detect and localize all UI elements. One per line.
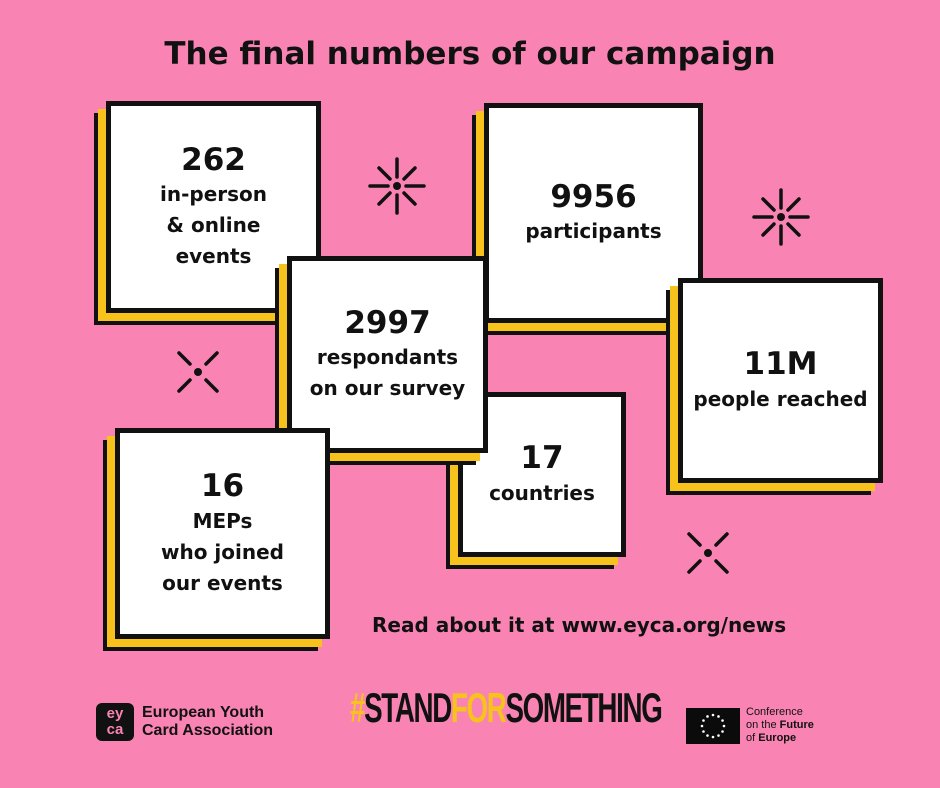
cofe-line1: Conference	[746, 706, 803, 718]
read-more-text: Read about it at www.eyca.org/news	[372, 613, 787, 637]
eyca-name-line2: Card Association	[142, 722, 273, 739]
stat-card-meps	[115, 428, 330, 639]
stat-label: participants	[525, 219, 662, 244]
stat-number: 262	[181, 141, 246, 178]
eu-star	[712, 735, 715, 738]
stand-logo-something: SOMETHING	[505, 684, 662, 731]
eyca-logo	[96, 703, 273, 741]
sparkle-icon	[750, 186, 812, 248]
cofe-line2-pre: on the	[746, 719, 780, 731]
stat-number: 16	[200, 468, 245, 505]
page-title: The final numbers of our campaign	[164, 36, 776, 72]
stat-card-reached	[678, 278, 883, 483]
stat-label: in-person & online events	[159, 182, 268, 269]
eu-star	[717, 715, 720, 718]
eu-flag-icon	[686, 708, 740, 744]
stat-label: countries	[489, 480, 595, 505]
eu-star	[701, 724, 704, 727]
eu-star	[721, 730, 724, 733]
eu-star	[712, 713, 715, 716]
cofe-line3	[746, 732, 814, 745]
eu-star	[721, 719, 724, 722]
conference-future-europe-logo	[686, 706, 814, 745]
eu-star	[706, 734, 709, 737]
eyca-mark-icon: ey ca	[96, 703, 134, 741]
eyca-name-line1: European Youth	[142, 704, 265, 721]
stand-logo-stand: STAND	[364, 684, 451, 731]
stat-label: MEPs who joined our events	[161, 508, 284, 595]
stat-label: people reached	[693, 386, 868, 411]
stat-card-respondants	[287, 256, 488, 453]
cofe-line2	[746, 719, 814, 732]
stand-logo-for: FOR	[450, 684, 506, 731]
sparkle-icon	[686, 531, 730, 575]
sparkle-icon	[176, 350, 220, 394]
cofe-line3-bold: Europe	[758, 732, 797, 744]
stat-number: 2997	[344, 304, 431, 341]
stat-number: 17	[520, 440, 564, 477]
stand-logo-hash: #	[350, 684, 365, 731]
cofe-line2-bold: Future	[779, 719, 814, 731]
stat-number: 11M	[743, 346, 818, 383]
eyca-name	[142, 704, 273, 740]
cofe-text	[746, 706, 814, 745]
stat-card-participants	[484, 103, 703, 323]
sparkle-icon	[366, 155, 428, 217]
stat-label: respondants on our survey	[309, 345, 466, 401]
eu-star	[706, 715, 709, 718]
eu-star	[702, 730, 705, 733]
cofe-line3-pre: of	[746, 732, 759, 744]
stand-for-something-logo	[350, 684, 661, 732]
eu-star	[702, 719, 705, 722]
eu-star	[723, 724, 726, 727]
stat-number: 9956	[550, 178, 637, 215]
eu-star	[717, 734, 720, 737]
